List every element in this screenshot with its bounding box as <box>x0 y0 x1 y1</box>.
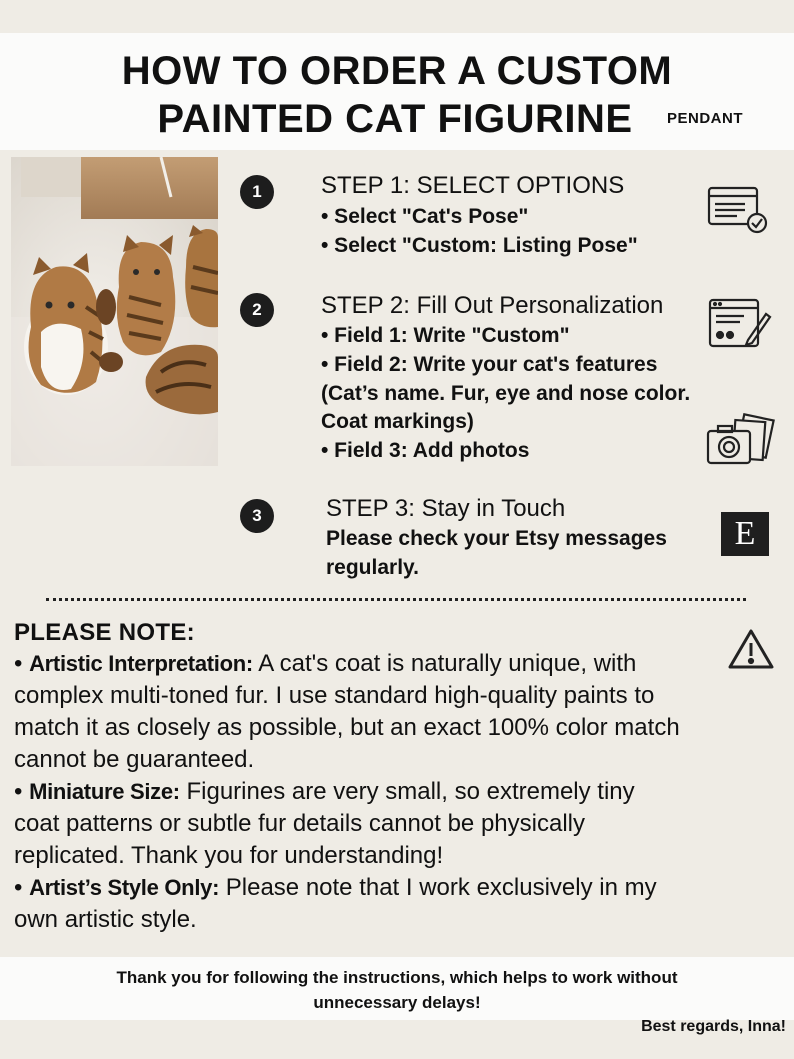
step-3-line-1: Please check your Etsy messages <box>326 527 667 550</box>
note-bullet: • <box>14 778 23 805</box>
note-item-1-line-2: complex multi-toned fur. I use standard high-quality paints to <box>14 682 655 709</box>
note-item-2-line-1 <box>14 778 635 806</box>
note-heading: PLEASE NOTE: <box>14 619 195 646</box>
note-item-1-text-1: A cat's coat is naturally unique, with <box>252 650 637 677</box>
dotted-divider <box>46 598 746 601</box>
note-item-1-line-1 <box>14 650 636 678</box>
note-item-3-line-1 <box>14 874 657 902</box>
step-2-line-5: • Field 3: Add photos <box>321 439 530 462</box>
pendant-label: PENDANT <box>667 110 744 127</box>
step-3-badge: 3 <box>240 499 274 533</box>
cat-figurines-photo <box>11 157 218 466</box>
note-item-3-text-1: Please note that I work exclusively in my <box>219 874 657 901</box>
step-1-line-1: • Select "Cat's Pose" <box>321 205 529 228</box>
page-title-line2: PAINTED CAT FIGURINE <box>157 97 633 141</box>
camera-photos-icon <box>706 413 776 472</box>
etsy-icon-letter: E <box>734 515 756 552</box>
step-2-line-1: • Field 1: Write "Custom" <box>321 324 570 347</box>
note-item-3-label: Artist’s Style Only: <box>29 875 220 900</box>
header-banner <box>0 33 794 150</box>
checklist-icon <box>707 186 769 241</box>
footer-line-2: unnecessary delays! <box>313 993 481 1012</box>
note-item-2-line-3: replicated. Thank you for understanding! <box>14 842 444 869</box>
step-1-badge: 1 <box>240 175 274 209</box>
step-2-line-4: Coat markings) <box>321 410 474 433</box>
step-3-line-2: regularly. <box>326 556 419 579</box>
note-item-2-label: Miniature Size: <box>29 779 180 804</box>
step-2-line-3: (Cat’s name. Fur, eye and nose color. <box>321 382 691 405</box>
step-2-line-2: • Field 2: Write your cat's features <box>321 353 658 376</box>
warning-icon <box>727 627 775 676</box>
note-item-1-label: Artistic Interpretation: <box>29 651 253 676</box>
note-bullet: • <box>14 650 23 677</box>
step-3-title: STEP 3: Stay in Touch <box>326 495 566 522</box>
page-title-line1: HOW TO ORDER A CUSTOM <box>121 49 673 93</box>
signature-text: Best regards, Inna! <box>641 1018 786 1035</box>
note-item-1-line-3: match it as closely as possible, but an exact 100% color match <box>14 714 680 741</box>
footer-line-1: Thank you for following the instructions, which helps to work without <box>116 968 678 987</box>
note-item-2-text-1: Figurines are very small, so extremely tiny <box>179 778 635 805</box>
note-item-2-line-2: coat patterns or subtle fur details cannot be physically <box>14 810 585 837</box>
note-item-1-line-4: cannot be guaranteed. <box>14 746 255 773</box>
etsy-icon <box>721 512 769 556</box>
step-1-title: STEP 1: SELECT OPTIONS <box>321 172 625 199</box>
note-item-3-line-2: own artistic style. <box>14 906 197 933</box>
form-edit-icon <box>708 298 772 355</box>
step-1-line-2: • Select "Custom: Listing Pose" <box>321 234 638 257</box>
step-2-badge: 2 <box>240 293 274 327</box>
footer-banner <box>0 957 794 1020</box>
note-bullet: • <box>14 874 23 901</box>
step-2-title: STEP 2: Fill Out Personalization <box>321 292 664 319</box>
